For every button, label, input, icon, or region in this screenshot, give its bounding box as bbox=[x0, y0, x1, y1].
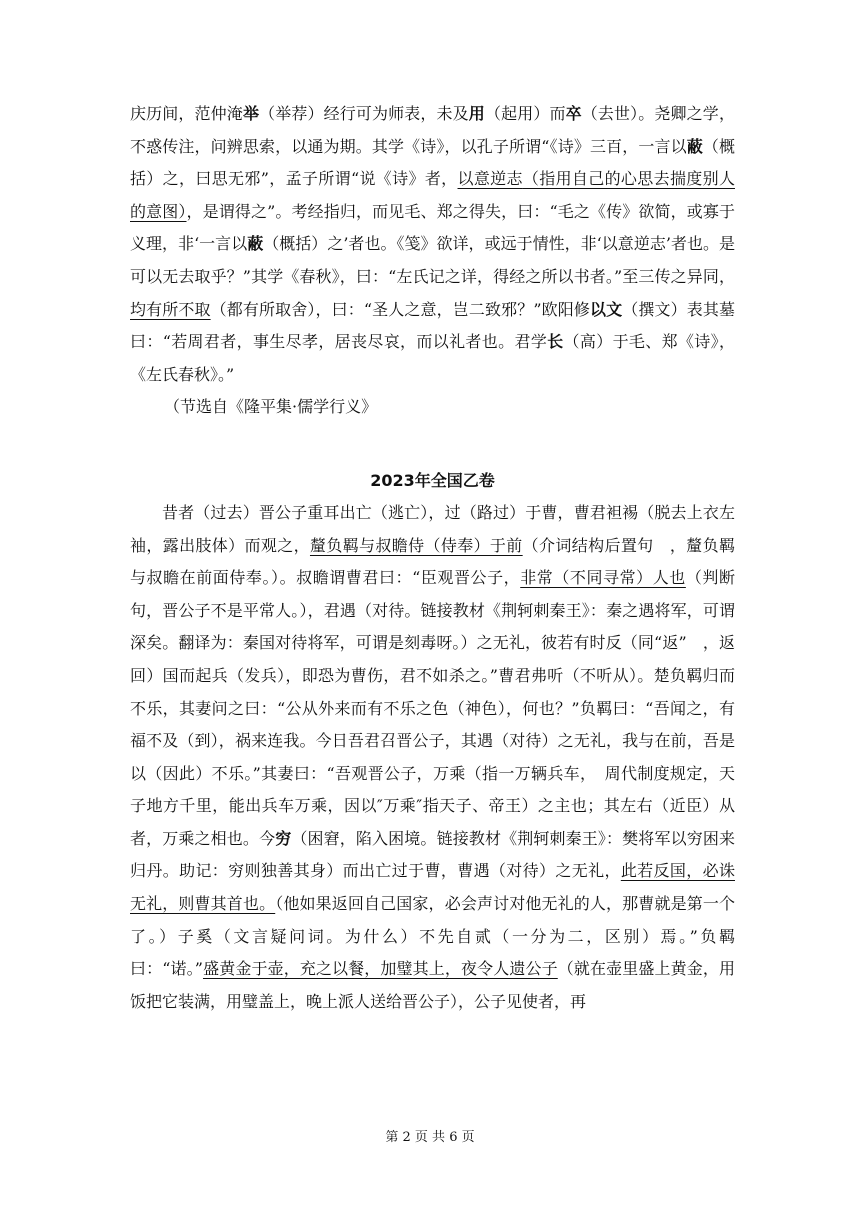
text-segment: （概括）之，曰思无邪”，孟子所谓“说《诗》者， bbox=[130, 136, 735, 189]
text-segment: （概括）之’者也。《笺》欲详，或远于情性，非‘以意逆志’者也。是可以无去取乎？”其学《春秋》，曰：“左氏记之详，得经之所以书者。”至三传之异同， bbox=[130, 234, 735, 286]
text-segment: 釐负羁与叔瞻侍（侍奉）于前 bbox=[309, 535, 523, 555]
text-segment: 穷 bbox=[275, 828, 292, 848]
text-segment: 庆历间，范仲淹 bbox=[130, 104, 243, 123]
text-segment: （举荐）经行可为师表，未及 bbox=[259, 104, 469, 123]
passage-1-text bbox=[130, 98, 735, 391]
text-segment: 非常（不同寻常）人也 bbox=[520, 568, 686, 588]
text-segment: 盛黄金于壶，充之以餐，加璧其上，夜令人遗公子 bbox=[202, 959, 558, 979]
text-segment: （困窘，陷入困境。链接教材《荆轲刺秦王》：樊将军以穷困来归丹。助记：穷则独善其身）而出亡过于曹，曹遇（对待）之无礼， bbox=[130, 828, 735, 881]
text-segment: 蔽 bbox=[686, 136, 703, 156]
text-segment: 用 bbox=[468, 104, 485, 123]
text-segment: 举 bbox=[242, 104, 260, 123]
page-footer: 第 2 页 共 6 页 bbox=[385, 1130, 475, 1145]
passage-1-source: （节选自《隆平集·儒学行义》 bbox=[164, 397, 378, 417]
passage-2-text bbox=[130, 497, 735, 1019]
text-segment: （撰文）表其墓曰：“若周君者，事生尽孝，居丧尽哀，而以礼者也。君学 bbox=[130, 299, 735, 352]
text-segment: （去世）。尧卿之学，不惑传注，问辨思索，以通为期。其学《诗》，以孔子所谓“《诗》三百，一言以 bbox=[130, 104, 735, 156]
text-segment: （介词结构后置句 ，釐负羁与叔瞻在前面侍奉。）。叔瞻谓曹君曰：“臣观晋公子， bbox=[130, 535, 735, 588]
text-segment: 以文 bbox=[589, 299, 623, 319]
text-segment: （高）于毛、郑《诗》，《左氏春秋》。” bbox=[130, 332, 735, 384]
text-segment: 长 bbox=[547, 332, 564, 352]
text-segment: （就在壶里盛上黄金，用饭把它装满，用璧盖上，晚上派人送给晋公子），公子见使者，再 bbox=[130, 959, 735, 1011]
text-segment: 昔者（过去）晋公子重耳出亡（逃亡），过（路过）于曹，曹君袒裼（脱去上衣左袖，露出肢体）而观之， bbox=[130, 502, 735, 555]
text-segment: （起用）而 bbox=[484, 104, 566, 123]
section-title: 2023年全国乙卷 bbox=[370, 470, 495, 490]
text-segment: 以意逆志 bbox=[457, 169, 523, 189]
page-content bbox=[130, 98, 735, 1018]
text-segment: 卒 bbox=[565, 104, 582, 123]
text-segment: （他如果返回自己国家，必会声讨对他无礼的人，那曹就是第一个了。）子奚（文言疑问词。为什么）不先自贰（一分为二，区别）焉。”负羁曰：“诺。” bbox=[130, 894, 735, 979]
text-segment: ，是谓得之”。考经指归，而见毛、郑之得失，曰：“毛之《传》欲简，或寡于义理，非‘一言以 bbox=[130, 201, 735, 254]
text-segment: 此若反国，必诛无礼，则曹其首也。 bbox=[130, 861, 735, 914]
text-segment: （判断句，晋公子不是平常人。），君遇（对待。链接教材《荆轲刺秦王》：秦之遇将军，可谓深矣。翻译为：秦国对待将军，可谓是刻毒呀。）之无礼，彼若有时反（同“返” ，返回）国而起兵（发兵），即恐为曹伤，君不如杀之。”曹君弗听（不听从）。楚负羁归而不乐，其妻问之曰：“公从外来而有不乐之色（神色），何也？”负羁曰：“吾闻之，有福不及（到），祸来连我。今日吾君召晋公子，其遇（对待）之无礼，我与在前，吾是以（因此）不乐。”其妻曰：“吾观晋公子，万乘（指一万辆兵车， 周代制度规定，天子地方千里，能出兵车万乘，因以″万乘″指天子、帝王）之主也；其左右（近臣）从者，万乘之相也。今 bbox=[130, 568, 735, 848]
text-segment: （都有所取舍），曰：“圣人之意，岂二致邪？”欧阳修 bbox=[210, 299, 590, 319]
text-segment: 蔽 bbox=[247, 234, 264, 254]
text-segment: （指用自己的心思去揣度别人的意图） bbox=[130, 169, 735, 221]
text-segment: 均有所不取 bbox=[130, 299, 211, 319]
